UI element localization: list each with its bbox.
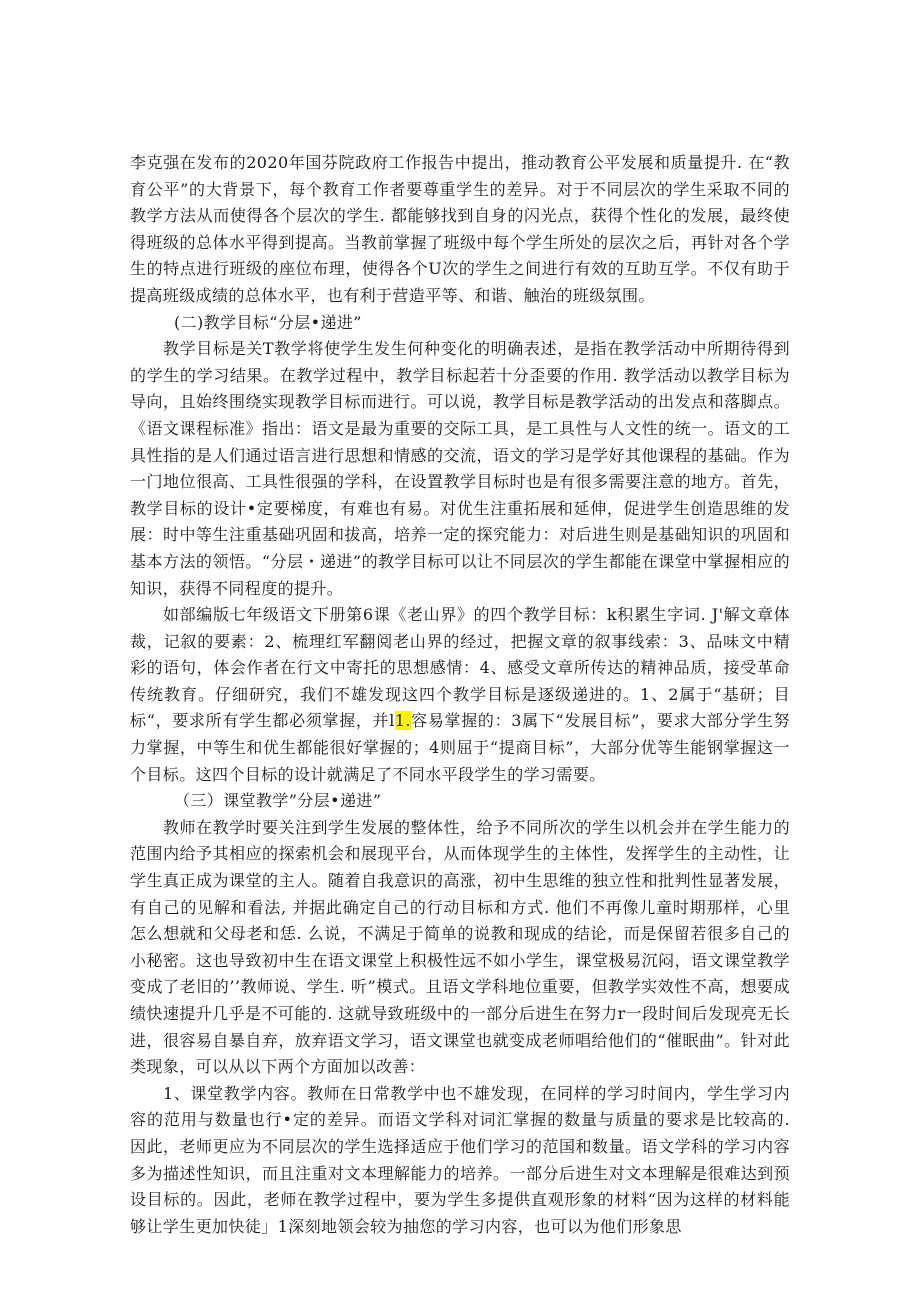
- highlighted-text: 1.: [394, 711, 411, 731]
- section-heading-3: （三）课堂教学”分层•递进”: [174, 791, 382, 811]
- paragraph-example-goals: [130, 602, 790, 788]
- paragraph-classroom: 教师在教学时要关注到学生发展的整体性，给予不同所次的学生以机会并在学生能力的范围内给予其相应的探索机会和展现平台，从而体现学生的主体性，发挥学生的主动性，让学生真正成为课堂的主人。随着自我意识的高涨，初中生思维的独立性和批判性显著发展，有自己的见解和看法, 并据此确定自己的行动目标和方式. 他们不再像儿童时期那样，心里怎么想就和父母老和恁. 么说，不满足于简单的说教和现成的结论，而是保留若很多自己的小秘密。这也导致初中生在语文课堂上积极性远不如小学生，课堂极易沉闷，语文课堂教学变成了老旧的’’教师说、学生. 听”模式。且语文学科地位重要，但教学实效性不高，想要成绩快速提升几乎是不可能的. 这就导致班级中的一部分后进生在努力r一段时间后发现亮无长进，很容易自暴自弃，放弃语文学习，语文课堂也就变成老师唱给他们的“催眠曲”。针对此类现象，可以从以下两个方面加以改善：: [130, 817, 790, 1077]
- section-heading-2: (二)教学目标“分层•递进”: [174, 312, 362, 332]
- example-text-before: 如部编版七年级语文下册第6课《老山界》的四个教学目标：k积累生字词. J'解文章体裁，记叙的要素：2、梳理红军翻阅老山界的经过，把握文章的叙事线索：3、品味文中精彩的语句，体会作者在行文中寄托的思想感情：4、感受文章所传达的精神品质，接受革命传统教育。仔细研究，我们不雄发现这四个教学目标是逐级递进的。1、2属于“基研；目标“，要求所有学生都必须掌握，并l: [130, 605, 790, 731]
- paragraph-intro: 李克强在发布的2020年国芬院政府工作报告中提出，推动教育公平发展和质量提升. 在“教育公平”的大背景下，每个教育工作者要尊重学生的差异。对于不同层次的学生采取不同的教学方法从而使得各个层次的学生. 都能够找到自身的闪光点，获得个性化的发展，最终使得班级的总体水平得到提高。当教前掌握了班级中每个学生所处的层次之后，再针对各个学生的特点进行班级的座位布理，使得各个U次的学生之间进行有效的互助互学。不仅有助于提高班级成绩的总体水平，也有利于营造平等、和谐、触治的班级氛围。: [130, 153, 790, 305]
- example-text-after: 容易掌握的：3属下“发展目标”，要求大部分学生努力掌握，中等生和优生都能很好掌握的；4则屈于“提商目标”，大部分优等生能钢掌握这一个目标。这四个目标的设计就满足了不同水平段学生的学习需要。: [130, 711, 791, 784]
- document-body: [130, 150, 790, 1240]
- paragraph-content-1: 1、课堂教学内容。教师在日常教学中也不雄发现，在同样的学习时间内，学生学习内容的范用与数量也行•定的差异。而语文学科对词汇掌握的数量与质量的要求是比较高的. 因此，老师更应为不同层次的学生选择适应于他们学习的范国和数量。语文学科的学习内容多为描述性知识，而且注重对文本理解能力的培养。一部分后进生对文本理解是很难达到预设目标的。因此，老师在教学过程中，要为学生多提供直观形象的材料“因为这样的材料能够让学生更加快徒」1深刻地领会较为抽您的学习内容，也可以为他们形象思: [130, 1083, 790, 1236]
- paragraph-teaching-goals: 教学目标是关T教学将使学生发生何种变化的明确表述，是指在教学活动中所期待得到的学生的学习结果。在教学过程中，教学目标起若十分歪要的作用. 教学活动以教学目标为导向，且始终围绕实现教学目标而进行。可以说，教学目标是教学活动的出发点和落脚点。《语文课程标准》指出：语文是最为重要的交际工具，是工具性与人文性的统一。语文的工具性指的是人们通过语言进行思想和情感的交流，语文的学习是学好其他课程的基础。作为一门地位很高、工具性很强的学科，在设置教学目标时也是有很多需要注意的地方。首先，教学目标的设计•定要梯度，有难也有易。对优生注重拓展和延伸，促进学生创造思维的发展：时中等生注重基础巩固和拔高，培养一定的探究能力：对后进生则是基础知识的巩固和基本方法的领悟。“分层・递进”的教学目标可以让不同层次的学生都能在课堂中掌握相应的知识，获得不同程度的提升。: [130, 339, 790, 598]
